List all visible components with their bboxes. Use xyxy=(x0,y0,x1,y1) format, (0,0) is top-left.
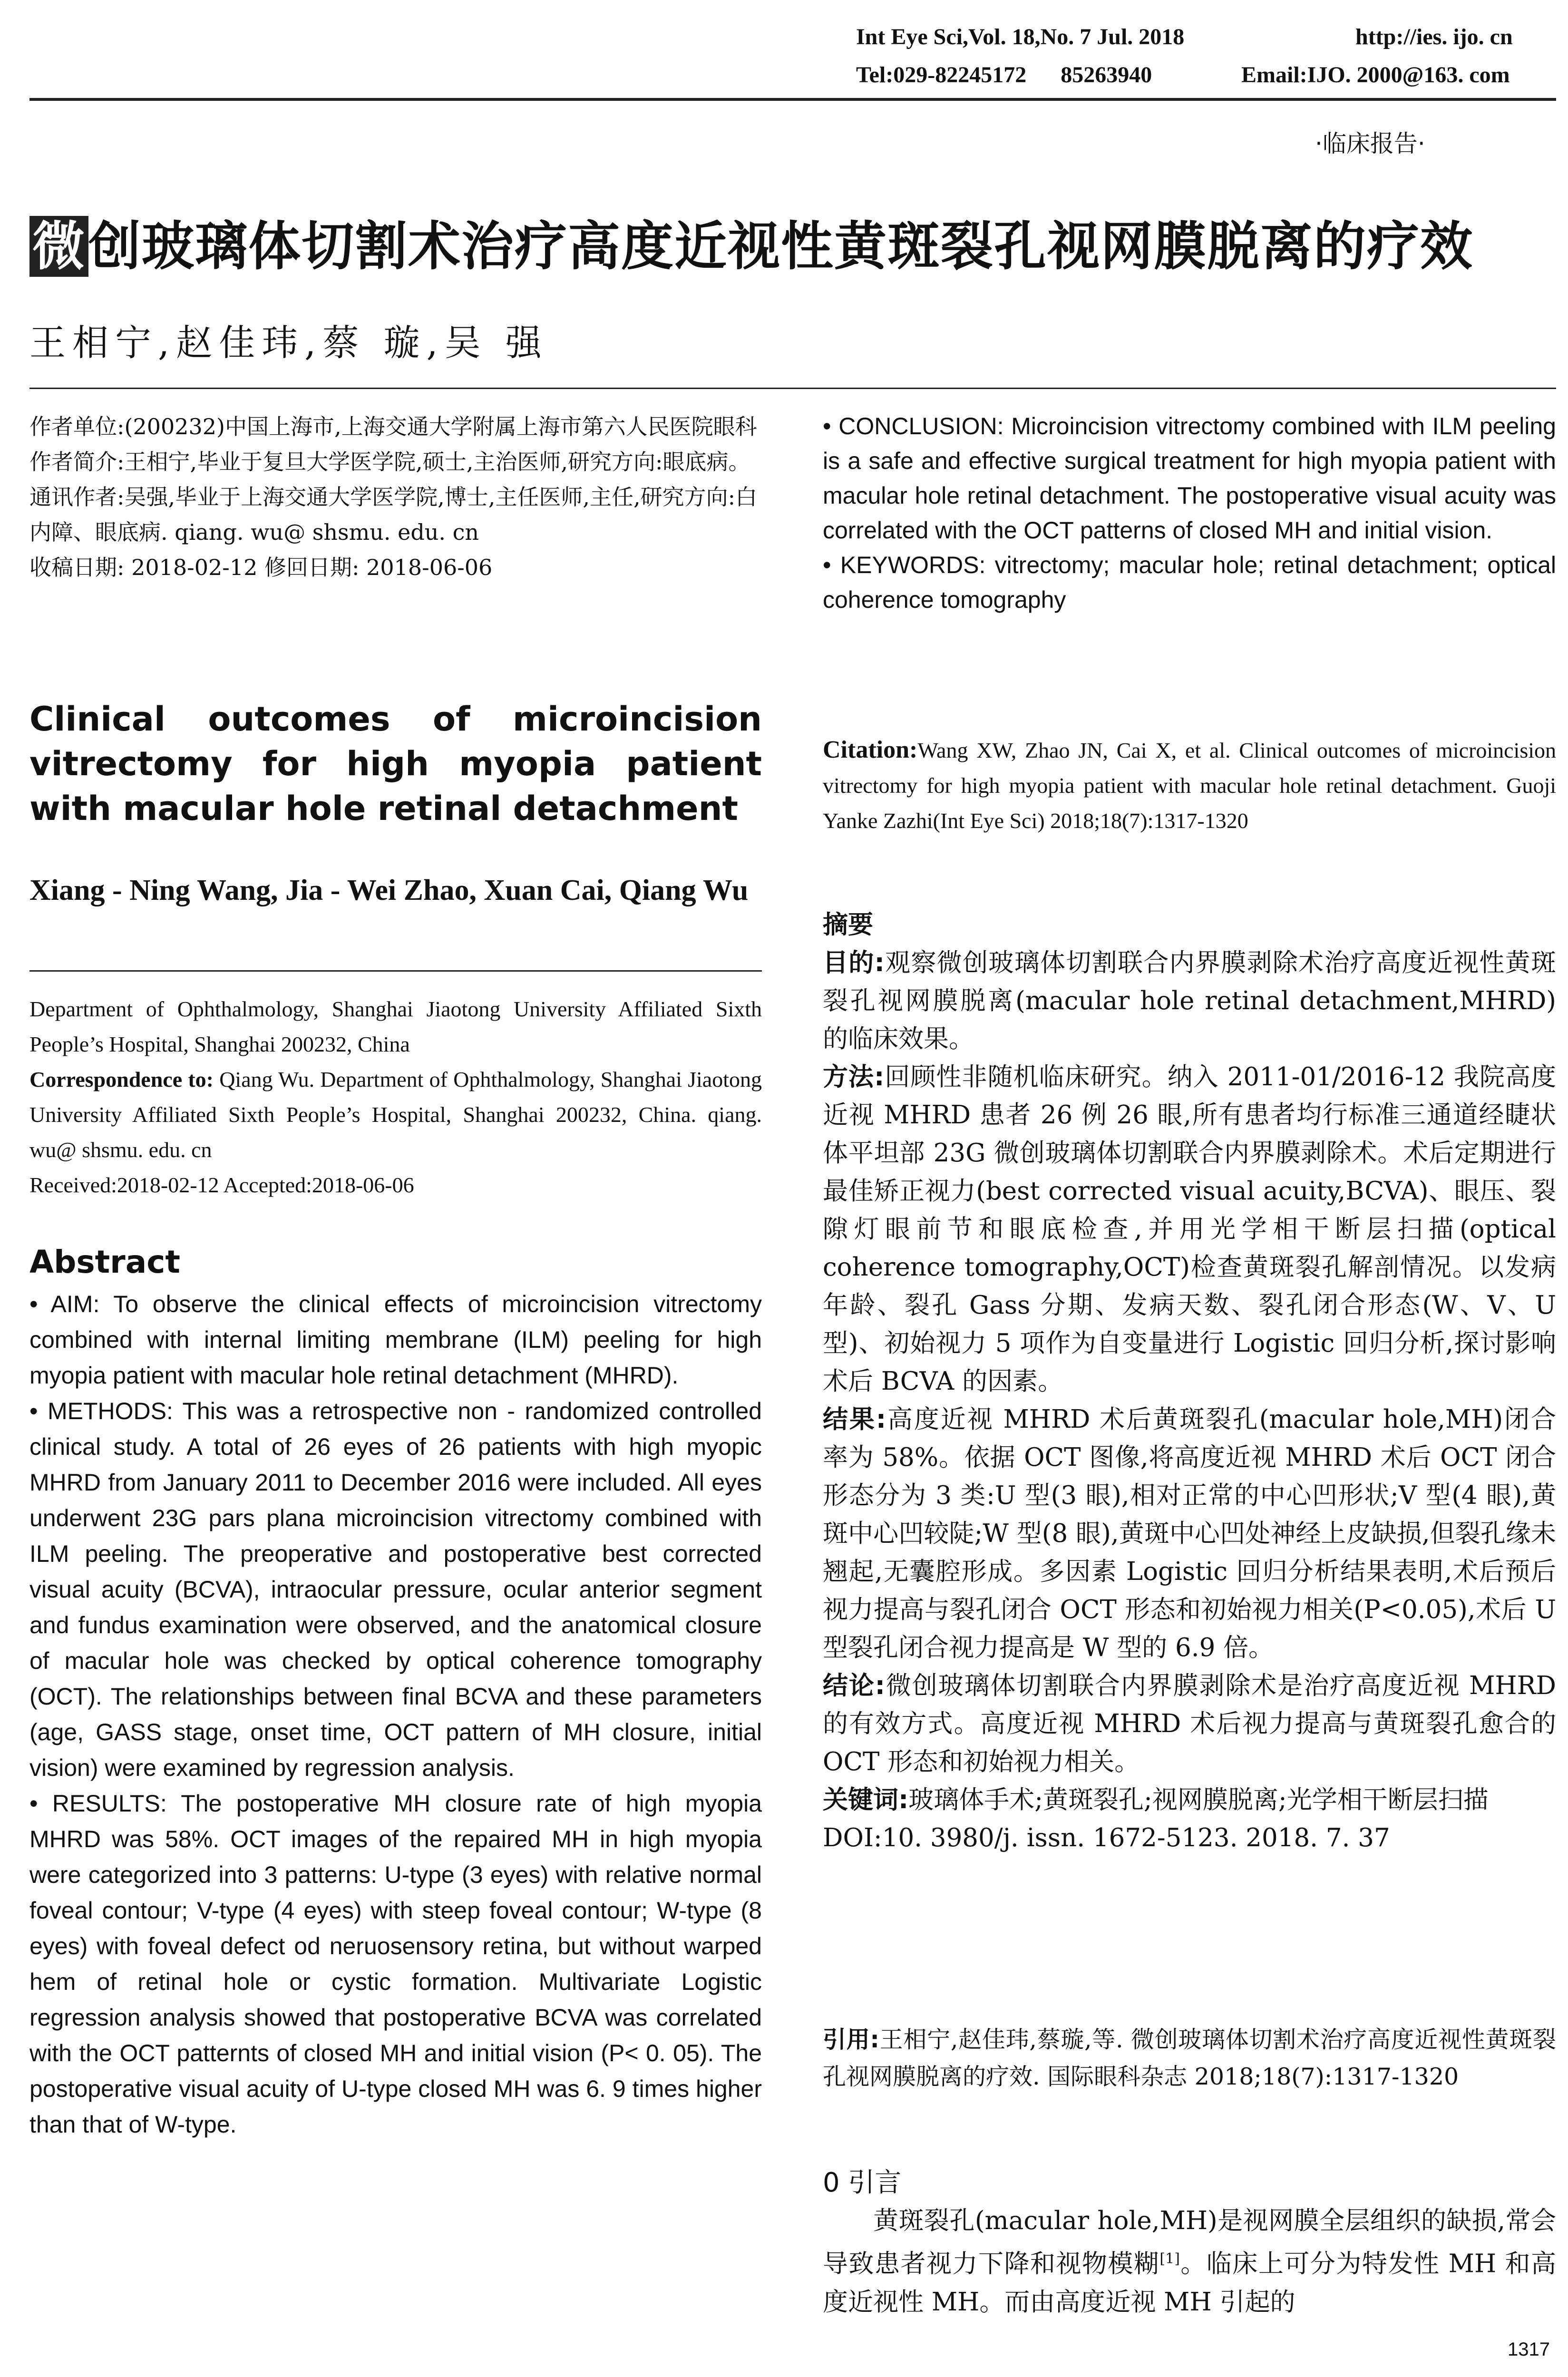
cn-dates: 收稿日期: 2018-02-12 修回日期: 2018-06-06 xyxy=(29,555,493,580)
abstract-results: • RESULTS: The postoperative MH closure rate of high myopia MHRD was 58%. OCT images of the repaired MH in high myopia were categorized into 3 patterns: U-type (3 eyes) with relative normal foveal contour; V-type (4 eyes) with steep foveal contour; W-type (8 eyes) with foveal defect od neruosensory retina, but without warped hem of retinal hole or cystic formation. Multivariate Logistic regression analysis showed that postoperative BCVA was correlated with the OCT patternts of closed MH and initial vision (P< 0. 05). The postoperative visual acuity of U-type closed MH was 6. 9 times higher than that of W-type. xyxy=(29,1790,762,2138)
journal-email[interactable]: Email:IJO. 2000@163. com xyxy=(1241,62,1510,88)
cn-citation-text: 王相宁,赵佳玮,蔡璇,等. 微创玻璃体切割术治疗高度近视性黄斑裂孔视网膜脱离的疗效. 国际眼科杂志 2018;18(7):1317-1320 xyxy=(823,2026,1556,2090)
intro-ref[interactable]: [1] xyxy=(1159,2250,1180,2267)
authors-rule xyxy=(29,388,1556,389)
cn-abstract-keywords xyxy=(823,1781,1556,1819)
journal-url[interactable]: http://ies. ijo. cn xyxy=(1355,24,1513,49)
abstract-aim: • AIM: To observe the clinical effects of microincision vitrectomy combined with internal limiting membrane (ILM) peeling for high myopia patient with macular hole retinal detachment (MHRD). xyxy=(29,1291,762,1389)
cn-abstract-results xyxy=(823,1401,1556,1667)
page-number: 1317 xyxy=(1508,2339,1550,2360)
correspondence-text: Qiang Wu. Department of Ophthalmology, Shanghai Jiaotong University Affiliated Sixth People’s Hospital, Shanghai 200232, China. qiang. wu@ shsmu. edu. cn xyxy=(29,1067,762,1162)
intro-paragraph xyxy=(823,2202,1556,2321)
cn-conclusion-text: 微创玻璃体切割联合内界膜剥除术是治疗高度近视 MHRD 的有效方式。高度近视 MHRD 术后视力提高与黄斑裂孔愈合的 OCT 形态和初始视力相关。 xyxy=(823,1671,1557,1776)
cn-methods-label: 方法: xyxy=(823,1062,885,1091)
en-department: Department of Ophthalmology, Shanghai Jiaotong University Affiliated Sixth People’s Hospital, Shanghai 200232, China xyxy=(29,997,762,1056)
cn-keywords-text: 玻璃体手术;黄斑裂孔;视网膜脱离;光学相干断层扫描 xyxy=(908,1785,1489,1814)
en-title: Clinical outcomes of microincision vitrectomy for high myopia patient with macular hole retinal detachment xyxy=(29,700,762,828)
cn-aim-label: 目的: xyxy=(823,948,885,977)
title-first-char: 微 xyxy=(29,216,88,277)
title-rest: 创玻璃体切割术治疗高度近视性黄斑裂孔视网膜脱离的疗效 xyxy=(88,216,1473,277)
intro-text-before: 黄斑裂孔(macular hole,MH)是视网膜全层组织的缺损,常会导致患者视力下降和视物模糊 xyxy=(823,2206,1556,2279)
journal-line: Int Eye Sci,Vol. 18,No. 7 Jul. 2018 xyxy=(856,24,1185,49)
correspondence-label: Correspondence to: xyxy=(29,1067,214,1091)
en-dates: Received:2018-02-12 Accepted:2018-06-06 xyxy=(29,1173,414,1197)
abstract-conclusion: • CONCLUSION: Microincision vitrectomy combined with ILM peeling is a safe and effective surgical treatment for high myopia patient with macular hole retinal detachment. The postoperative visual acuity was correlated with the OCT patterns of closed MH and initial vision. xyxy=(823,413,1556,544)
authors-en-rule xyxy=(29,970,762,972)
cn-abstract-methods xyxy=(823,1058,1556,1401)
citation-text: Wang XW, Zhao JN, Cai X, et al. Clinical outcomes of microincision vitrectomy for high myopia patient with macular hole retinal detachment. Guoji Yanke Zazhi(Int Eye Sci) 2018;18(7):1317-1320 xyxy=(823,738,1556,833)
cn-correspondence: 通讯作者:吴强,毕业于上海交通大学医学院,博士,主任医师,主任,研究方向:白内障、眼底病. qiang. wu@ shsmu. edu. cn xyxy=(29,484,758,545)
cn-abstract-aim xyxy=(823,944,1556,1058)
intro-heading: 0 引言 xyxy=(823,2167,902,2198)
cn-results-text: 高度近视 MHRD 术后黄斑裂孔(macular hole,MH)闭合率为 58%。依据 OCT 图像,将高度近视 MHRD 术后 OCT 闭合形态分为 3 类:U 型(3 眼),相对正常的中心凹形状;V 型(4 眼),黄斑中心凹较陡;W 型(8 眼),黄斑中心凹处神经上皮缺损,但裂孔缘未翘起,无囊腔形成。多因素 Logistic 回归分析结果表明,术后预后视力提高与裂孔闭合 OCT 形态和初始视力相关(P<0.05),术后 U 型裂孔闭合视力提高是 W 型的 6.9 倍。 xyxy=(823,1405,1556,1662)
en-affiliation-block xyxy=(29,992,762,1203)
cn-aim-text: 观察微创玻璃体切割联合内界膜剥除术治疗高度近视性黄斑裂孔视网膜脱离(macular hole retinal detachment,MHRD)的临床效果。 xyxy=(823,948,1556,1053)
cn-keywords-label: 关键词: xyxy=(823,1785,909,1814)
cn-info-block xyxy=(29,409,762,585)
journal-tel: Tel:029-82245172 85263940 xyxy=(856,62,1152,88)
abstract-keywords: • KEYWORDS: vitrectomy; macular hole; retinal detachment; optical coherence tomography xyxy=(823,552,1556,613)
citation-label: Citation: xyxy=(823,736,918,763)
abstract-methods: • METHODS: This was a retrospective non - randomized controlled clinical study. A total of 26 eyes of 26 patients with high myopic MHRD from January 2011 to December 2016 were included. All eyes underwent 23G pars plana microincision vitrectomy combined with ILM peeling. The preoperative and postoperative best corrected visual acuity (BCVA), intraocular pressure, ocular anterior segment and fundus examination were observed, and the anatomical closure of macular hole was checked by optical coherence tomography (OCT). The relationships between final BCVA and these parameters (age, GASS stage, onset time, OCT pattern of MH closure, initial vision) were examined by regression analysis. xyxy=(29,1398,762,1781)
cn-abstract-heading: 摘要 xyxy=(823,910,873,939)
abstract-body-left xyxy=(29,1286,762,2143)
intro-text-after: 。临床上可分为特发性 MH 和高度近视性 MH。而由高度近视 MH 引起的 xyxy=(823,2249,1557,2317)
en-correspondence xyxy=(29,1062,762,1168)
header-rule xyxy=(29,98,1556,101)
authors-cn: 王相宁,赵佳玮,蔡 璇,吴 强 xyxy=(29,321,548,364)
cn-affiliation: 作者单位:(200232)中国上海市,上海交通大学附属上海市第六人民医院眼科 xyxy=(29,414,757,439)
page-title xyxy=(29,205,1473,280)
cn-citation xyxy=(823,2021,1556,2095)
en-authors: Xiang - Ning Wang, Jia - Wei Zhao, Xuan Cai, Qiang Wu xyxy=(29,874,749,906)
citation-block xyxy=(823,732,1556,838)
section-label: ·临床报告· xyxy=(1315,130,1425,157)
abstract-body-right xyxy=(823,409,1556,617)
abstract-heading: Abstract xyxy=(29,1244,180,1280)
cn-results-label: 结果: xyxy=(823,1405,886,1434)
cn-author-bio: 作者简介:王相宁,毕业于复旦大学医学院,硕士,主治医师,研究方向:眼底病。 xyxy=(29,449,750,475)
cn-abstract-conclusion xyxy=(823,1667,1556,1781)
cn-conclusion-label: 结论: xyxy=(823,1671,885,1700)
cn-methods-text: 回顾性非随机临床研究。纳入 2011-01/2016-12 我院高度近视 MHRD 患者 26 例 26 眼,所有患者均行标准三通道经睫状体平坦部 23G 微创玻璃体切割联合内界膜剥除术。术后定期进行最佳矫正视力(best corrected visual acuity,BCVA)、眼压、裂隙灯眼前节和眼底检查,并用光学相干断层扫描(optical coherence tomography,OCT)检查黄斑裂孔解剖情况。以发病年龄、裂孔 Gass 分期、发病天数、裂孔闭合形态(W、V、U 型)、初始视力 5 项作为自变量进行 Logistic 回归分析,探讨影响术后 BCVA 的因素。 xyxy=(823,1062,1556,1396)
cn-abstract xyxy=(823,906,1556,1857)
cn-doi[interactable]: DOI:10. 3980/j. issn. 1672-5123. 2018. 7. 37 xyxy=(823,1823,1390,1852)
cn-citation-label: 引用: xyxy=(823,2026,880,2053)
